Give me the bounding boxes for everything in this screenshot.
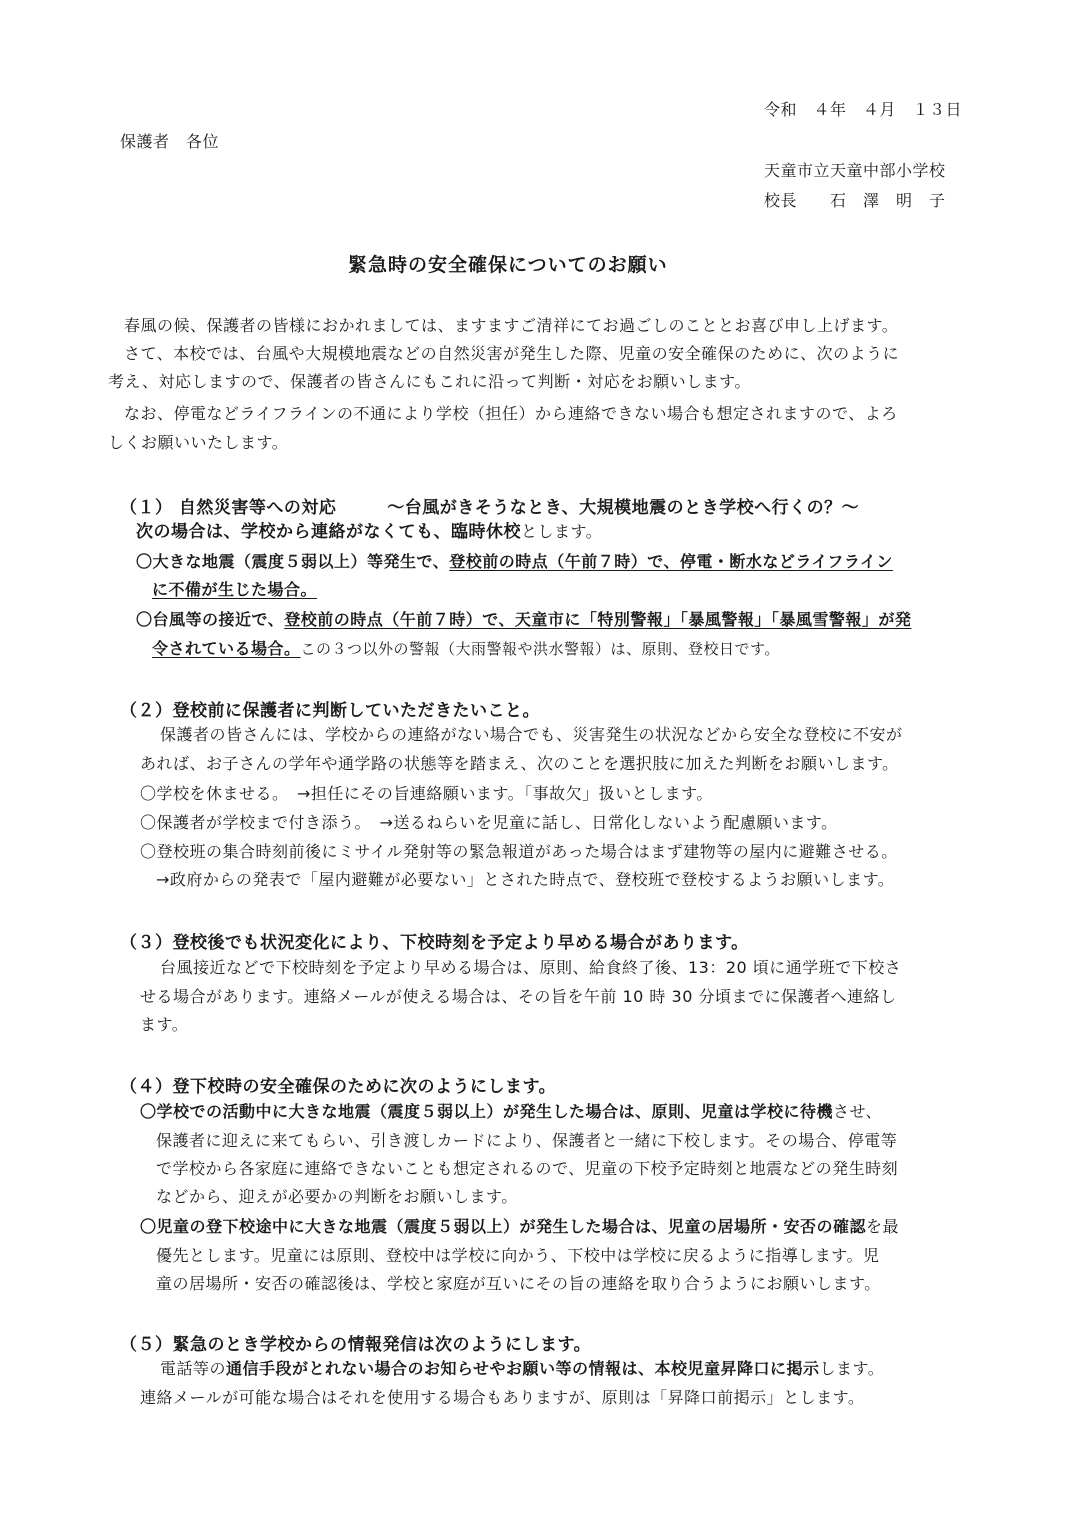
section-1-heading [120, 493, 859, 518]
section-1-lead-bold: 次の場合は、学校から連絡がなくても、臨時休校 [136, 522, 521, 542]
date: 令和 ４年 ４月 １３日 [764, 100, 963, 119]
section-4-item-a-cont: などから、迎えが必要かの判断をお願いします。 [156, 1187, 518, 1206]
section-3-paragraph: せる場合があります。連絡メールが使える場合は、その旨を午前 10 時 30 分頃までに保護者へ連絡し [140, 987, 897, 1006]
section-1-lead-rest: とします。 [521, 522, 603, 541]
section-4-item-a [140, 1101, 882, 1123]
section-1-subtitle: ～台風がきそうなとき、大規模地震のとき学校へ行くの？～ [387, 498, 860, 518]
section-2-paragraph: 保護者の皆さんには、学校からの連絡がない場合でも、災害発生の状況などから安全な登校に不安が [160, 725, 903, 744]
section-3-heading: （３）登校後でも状況変化により、下校時刻を予定より早める場合があります。 [120, 933, 749, 953]
section-3-paragraph: 台風接近などで下校時刻を予定より早める場合は、原則、給食終了後、13：20 頃に通学班で下校さ [160, 958, 902, 977]
item-text: を最 [866, 1217, 900, 1236]
section-4-item-a-cont: で学校から各家庭に連絡できないことも想定されるので、児童の下校予定時刻と地震などの発生時刻 [156, 1159, 899, 1178]
section-1-item-1-cont: に不備が生じた場合。 [152, 580, 318, 599]
item-text: 電話等の [160, 1359, 227, 1378]
principal-name: 校長 石 澤 明 子 [764, 191, 946, 210]
section-4-item-b-cont: 優先とします。児童には原則、登校中は学校に向かう、下校中は学校に戻るように指導します。児 [156, 1246, 880, 1265]
section-5-paragraph [160, 1358, 884, 1380]
school-name: 天童市立天童中部小学校 [764, 161, 946, 180]
section-2-option: 〇学校を休ませる。 →担任にその旨連絡願います。「事故欠」扱いとします。 [140, 784, 713, 803]
intro-line: さて、本校では、台風や大規模地震などの自然災害が発生した際、児童の安全確保のために、次のように [124, 344, 900, 363]
item-text: します。 [819, 1359, 885, 1378]
item-text: させ、 [833, 1102, 883, 1121]
item-text-bold: 通信手段がとれない場合のお知らせやお願い等の情報は、本校児童昇降口に掲示 [226, 1359, 820, 1378]
section-2-paragraph: あれば、お子さんの学年や通学路の状態等を踏まえ、次のことを選択肢に加えた判断をお願いします。 [140, 754, 899, 773]
section-2-option: 〇登校班の集合時刻前後にミサイル発射等の緊急報道があった場合はまず建物等の屋内に避難させる。 [140, 842, 898, 861]
intro-line: 春風の候、保護者の皆様におかれましては、ますますご清祥にてお過ごしのこととお喜び申し上げます。 [124, 316, 899, 335]
item-text: 〇大きな地震（震度５弱以上）等発生で、 [136, 552, 450, 571]
section-1-item-2-cont [152, 638, 780, 660]
intro-line: 考え、対応しますので、保護者の皆さんにもこれに沿って判断・対応をお願いします。 [108, 372, 751, 391]
section-4-heading: （４）登下校時の安全確保のために次のようにします。 [120, 1077, 557, 1097]
intro-line: なお、停電などライフラインの不通により学校（担任）から連絡できない場合も想定されますので、よろ [124, 404, 898, 423]
section-5-heading: （５）緊急のとき学校からの情報発信は次のようにします。 [120, 1335, 592, 1355]
section-2-option: 〇保護者が学校まで付き添う。 →送るねらいを児童に話し、日常化しないよう配慮願います。 [140, 813, 838, 832]
item-text-underlined: 令されている場合。 [152, 639, 301, 658]
item-text: この３つ以外の警報（大雨警報や洪水警報）は、原則、登校日です。 [300, 640, 780, 658]
item-text-bold: 〇児童の登下校途中に大きな地震（震度５弱以上）が発生した場合は、児童の居場所・安否の確認 [140, 1217, 867, 1236]
section-2-heading: （２）登校前に保護者に判断していただきたいこと。 [120, 701, 540, 721]
section-1-lead [136, 521, 602, 543]
item-text: 〇台風等の接近で、 [136, 610, 285, 629]
section-4-item-b [140, 1216, 899, 1238]
item-text-bold: 〇学校での活動中に大きな地震（震度５弱以上）が発生した場合は、原則、児童は学校に待機 [140, 1102, 834, 1121]
section-5-paragraph: 連絡メールが可能な場合はそれを使用する場合もありますが、原則は「昇降口前掲示」とします。 [140, 1388, 865, 1407]
section-3-paragraph: ます。 [140, 1015, 189, 1034]
section-4-item-a-cont: 保護者に迎えに来てもらい、引き渡しカードにより、保護者と一緒に下校します。その場合、停電等 [156, 1131, 898, 1150]
section-1-item-2 [136, 609, 911, 631]
section-2-option-note: →政府からの発表で「屋内避難が必要ない」とされた時点で、登校班で登校するようお願いします。 [156, 870, 895, 889]
intro-line: しくお願いいたします。 [108, 433, 289, 452]
section-1-number: （１） [120, 498, 173, 518]
item-text-underlined: 登校前の時点（午前７時）で、停電・断水などライフライン [449, 552, 893, 571]
section-4-item-b-cont: 童の居場所・安否の確認後は、学校と家庭が互いにその旨の連絡を取り合うようにお願いします。 [156, 1274, 881, 1293]
section-1-title: 自然災害等への対応 [178, 498, 337, 518]
recipient: 保護者 各位 [120, 132, 220, 151]
item-text-underlined: 登校前の時点（午前７時）で、天童市に「特別警報」「暴風警報」「暴風雪警報」が発 [284, 610, 912, 629]
section-1-item-1 [136, 551, 893, 573]
document-title: 緊急時の安全確保についてのお願い [348, 254, 668, 276]
